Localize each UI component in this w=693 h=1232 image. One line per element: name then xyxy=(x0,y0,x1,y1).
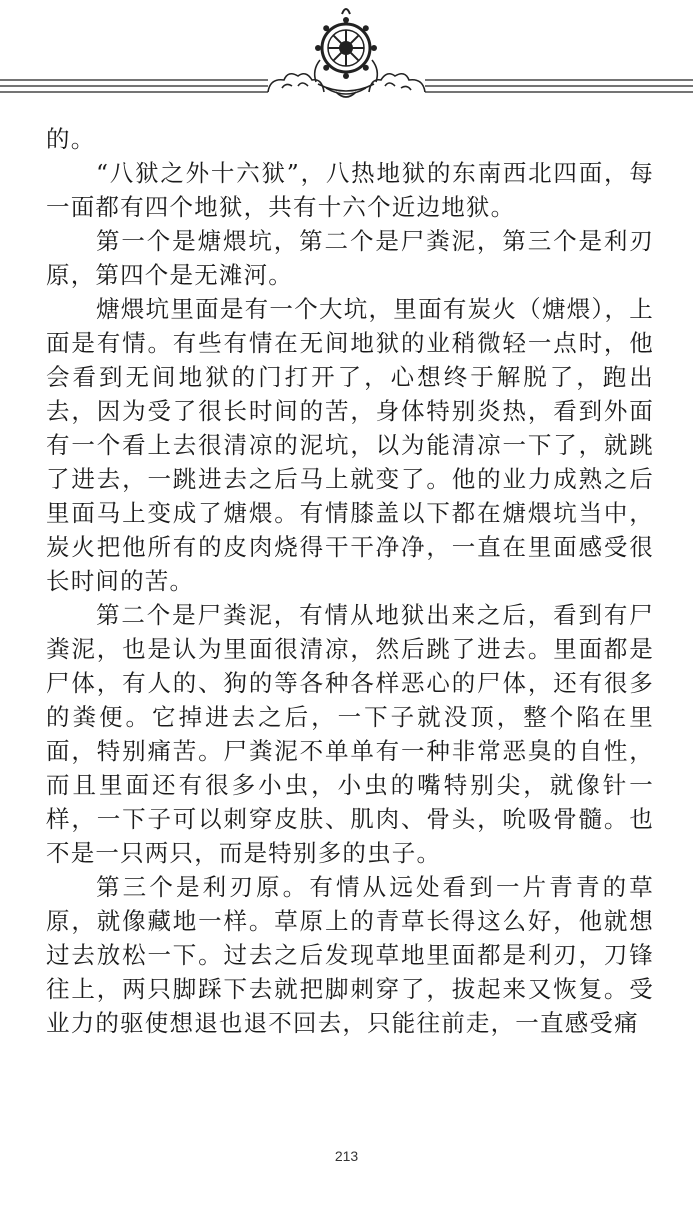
dharma-wheel-icon xyxy=(0,0,693,110)
paragraph-continuation: 的。 xyxy=(46,125,96,153)
paragraph-ember-pit: 煻煨坑里面是有一个大坑，里面有炭火（煻煨），上面是有情。有些有情在无间地狱的业稍微轻一点时，他会看到无间地狱的门打开了，心想终于解脱了，跑出去，因为受了很长时间的苦，身体特别炎热，看到外面有一个看上去很清凉的泥坑，以为能清凉一下了，就跳了进去，一跳进去之后马上就变了。他的业力成熟之后里面马上变成了煻煨。有情膝盖以下都在煻煨坑当中，炭火把他所有的皮肉烧得干干净净，一直在里面感受很长时间的苦。 xyxy=(46,295,654,595)
paragraph-list: 第一个是煻煨坑，第二个是尸粪泥，第三个是利刃原，第四个是无滩河。 xyxy=(46,227,654,289)
paragraph-sixteen-hells: “八狱之外十六狱”，八热地狱的东南西北四面，每一面都有四个地狱，共有十六个近边地狱。 xyxy=(46,159,654,221)
paragraph-razor-plain: 第三个是利刃原。有情从远处看到一片青青的草原，就像藏地一样。草原上的青草长得这么好，他就想过去放松一下。过去之后发现草地里面都是利刃，刀锋往上，两只脚踩下去就把脚刺穿了，拔起来又恢复。受业力的驱使想退也退不回去，只能往前走，一直感受痛 xyxy=(46,873,654,1037)
page-number: 213 xyxy=(334,1148,359,1164)
page-body xyxy=(46,122,654,1040)
page-header-ornament xyxy=(0,0,693,110)
paragraph-corpse-mire: 第二个是尸粪泥，有情从地狱出来之后，看到有尸粪泥，也是认为里面很清凉，然后跳了进去。里面都是尸体，有人的、狗的等各种各样恶心的尸体，还有很多的粪便。它掉进去之后，一下子就没顶，整个陷在里面，特别痛苦。尸粪泥不单单有一种非常恶臭的自性，而且里面还有很多小虫，小虫的嘴特别尖，就像针一样，一下子可以刺穿皮肤、肌肉、骨头，吮吸骨髓。也不是一只两只，而是特别多的虫子。 xyxy=(46,601,654,867)
